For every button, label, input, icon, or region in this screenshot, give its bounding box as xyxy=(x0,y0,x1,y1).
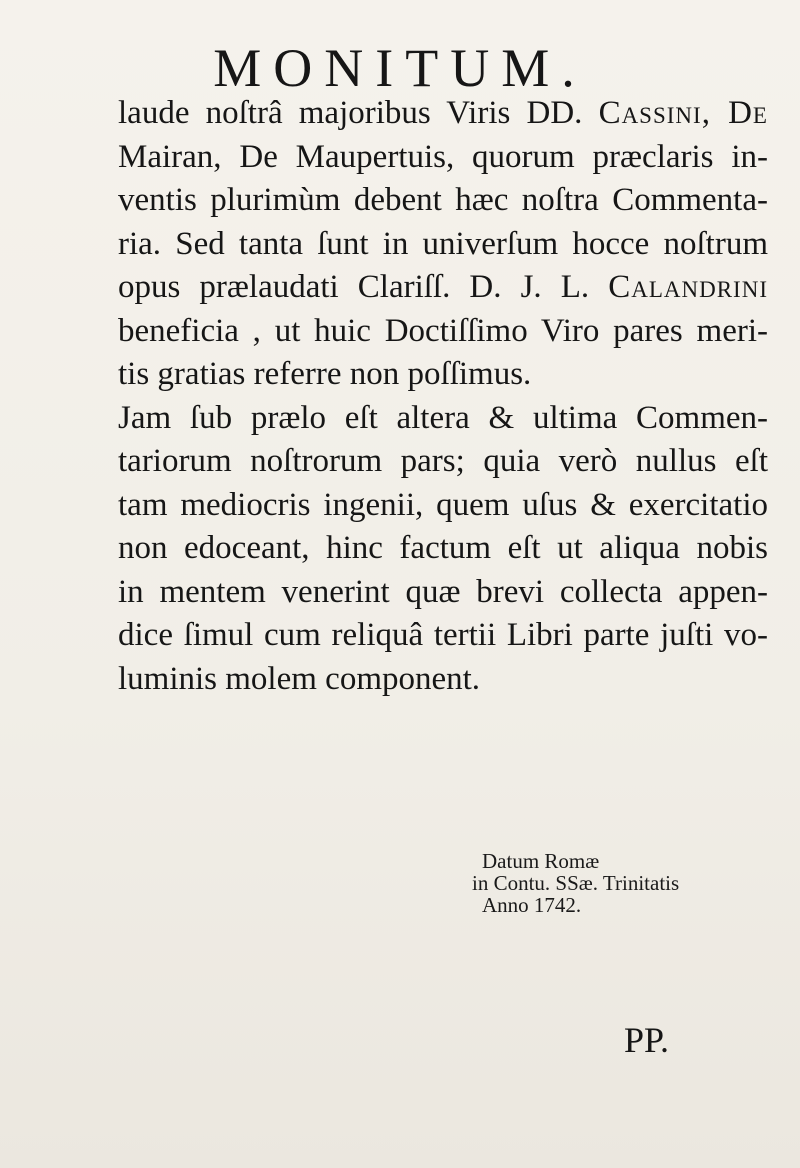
body-line-1 xyxy=(118,92,768,136)
datum-line-1: Datum Romæ xyxy=(482,849,600,873)
body-line-14: luminis molem component. xyxy=(118,660,481,697)
body-line-5-text: opus prælaudati Clariſſ. D. J. L. xyxy=(118,269,609,305)
body-line-11: non edoceant, hinc factum eſt ut aliqua nobis xyxy=(118,530,768,566)
body-line-13: dice ſimul cum reliquâ tertii Libri parte juſti vo- xyxy=(118,617,768,653)
datum-block xyxy=(472,850,679,916)
name-cassini: Cassini, De xyxy=(598,95,768,131)
body-line-6: beneficia , ut huic Doctiſſimo Viro pares meri- xyxy=(118,312,768,349)
body-line-10: tam mediocris ingenii, quem uſus & exercitatio xyxy=(118,486,768,523)
body-line-1-text: laude noſtrâ majoribus Viris DD. xyxy=(118,95,599,131)
body-line-2: Mairan, De Maupertuis, quorum præclaris in- xyxy=(118,138,768,175)
name-calandrini: Calandrini xyxy=(608,269,768,305)
page-header: MONITUM. xyxy=(213,38,587,98)
body-line-8: Jam ſub prælo eſt altera & ultima Commen- xyxy=(118,399,768,436)
datum-line-3: Anno 1742. xyxy=(482,893,582,917)
body-line-3: ventis plurimùm debent hæc noſtra Commenta- xyxy=(118,182,768,218)
datum-line-2: in Contu. SSæ. Trinitatis xyxy=(472,871,680,895)
catchword: PP. xyxy=(624,1020,670,1060)
body-line-4: ria. Sed tanta ſunt in univerſum hocce noſtrum xyxy=(118,225,768,262)
body-line-9: tariorum noſtrorum pars; quia verò nullus eſt xyxy=(118,443,768,479)
body-line-5 xyxy=(118,266,768,310)
body-line-7: tis gratias referre non poſſimus. xyxy=(118,356,532,392)
body-line-12: in mentem venerint quæ brevi collecta appen- xyxy=(118,573,768,610)
body-text xyxy=(118,92,768,701)
